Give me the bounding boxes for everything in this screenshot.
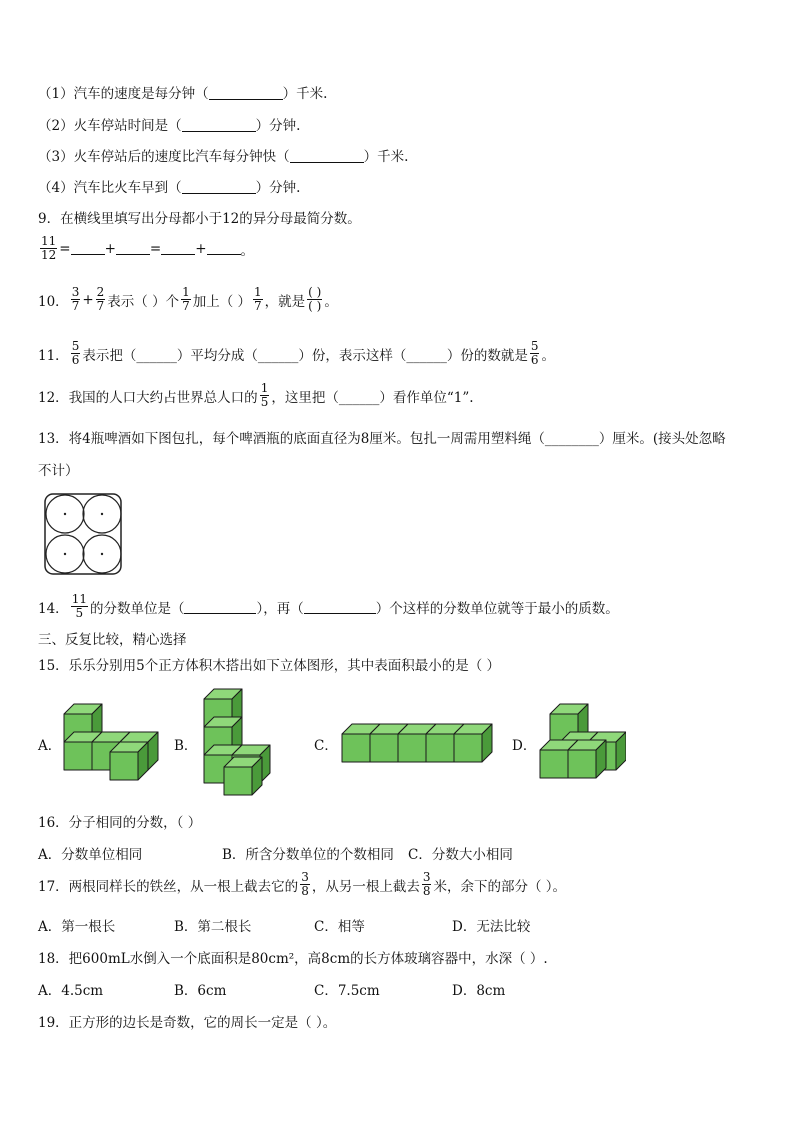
cube [454, 724, 492, 762]
option-b-figure[interactable] [196, 685, 286, 805]
option-label: C． [314, 738, 338, 754]
q14-text-1: 的分数单位是（ [89, 600, 185, 617]
section-3-title: 三、反复比较，精心选择 [38, 632, 187, 648]
option-label: D． [512, 738, 537, 754]
cube [568, 740, 606, 778]
fraction [530, 340, 540, 367]
q17-text-2: ，从另一根上截去 [311, 878, 420, 895]
q17-prompt [38, 871, 566, 898]
numerator: 3 [301, 870, 309, 884]
q9-equation [38, 235, 254, 262]
option-label: B． [174, 738, 198, 754]
q12 [38, 382, 474, 409]
option-d-figure[interactable] [536, 700, 626, 785]
denominator: 5 [75, 606, 84, 620]
cube [224, 757, 262, 795]
q18-option-c[interactable] [314, 979, 380, 999]
q9-prompt [38, 207, 361, 227]
q17-text-3: 米，余下的部分（ ）。 [433, 878, 567, 895]
numerator: 5 [71, 339, 80, 353]
q18-option-b[interactable] [174, 979, 226, 999]
q8-3-post: ）千米. [363, 149, 409, 165]
option-text: A．第一根长 [38, 919, 116, 935]
q8-1-post: ）千米. [282, 86, 328, 102]
numerator: 2 [96, 285, 105, 299]
period: 。 [541, 347, 555, 364]
denominator: 6 [71, 353, 80, 367]
q14-number: 14． [38, 600, 69, 617]
fraction [96, 286, 106, 313]
numerator: 1 [182, 285, 190, 299]
q13-line-1 [38, 427, 726, 447]
q11-text: 表示把（______）平均分成（______）份，表示这样（______）份的数就是 [82, 347, 528, 364]
q8-4 [38, 176, 300, 196]
period: 。 [240, 242, 255, 259]
q9-text: 9．在横线里填写出分母都小于12的异分母最简分数。 [38, 211, 361, 227]
denominator: 7 [254, 299, 262, 313]
fraction [71, 340, 81, 367]
answer-blank[interactable] [209, 85, 283, 100]
q13-text-1: 13．将4瓶啤酒如下图包扎，每个啤酒瓶的底面直径为8厘米。包扎一周需用塑料绳（________）厘米。(接头处忽略 [38, 431, 726, 447]
numerator: 1 [260, 381, 269, 395]
cube [110, 742, 148, 780]
q14 [38, 593, 619, 620]
numerator: 1 [254, 285, 262, 299]
option-c-figure[interactable] [338, 720, 503, 770]
q10-text-2: 加上（ ） [192, 293, 252, 310]
option-text: C．相等 [314, 919, 365, 935]
denominator: 7 [96, 299, 105, 313]
option-label: A． [38, 738, 62, 754]
q14-text-3: ）个这样的分数单位就等于最小的质数。 [375, 600, 619, 617]
q15-prompt [38, 654, 500, 674]
equals-sign: = [59, 240, 71, 257]
answer-blank[interactable] [116, 242, 150, 255]
denominator: 5 [260, 395, 269, 409]
plus-sign: + [104, 240, 116, 257]
numerator: 11 [41, 234, 57, 248]
numerator-blank[interactable]: ( ) [308, 285, 322, 299]
option-text: C．分数大小相同 [408, 847, 513, 863]
fraction [40, 235, 57, 262]
answer-blank[interactable] [161, 242, 195, 255]
q13-text-2: 不计） [38, 463, 79, 479]
q16-prompt [38, 811, 201, 831]
q15-text: 15．乐乐分别用5个正方体积木搭出如下立体图形，其中表面积最小的是（ ） [38, 658, 501, 674]
answer-blank[interactable] [290, 148, 364, 163]
q18-option-a[interactable] [38, 979, 103, 999]
denominator-blank[interactable]: ( ) [308, 299, 322, 313]
option-text: A．4.5cm [38, 983, 104, 999]
option-text: B．所含分数单位的个数相同 [222, 847, 394, 863]
numerator: 3 [71, 285, 80, 299]
denominator: 8 [301, 884, 309, 898]
q16-text: 16．分子相同的分数，（ ） [38, 815, 202, 831]
denominator: 8 [422, 884, 431, 898]
q18-text: 18．把600mL水倒入一个底面积是80cm²，高8cm的长方体玻璃容器中，水深（ ）. [38, 951, 548, 967]
q8-4-post: ）分钟. [255, 180, 301, 196]
q14-text-2: ），再（ [256, 600, 304, 617]
q10-number: 10． [38, 293, 69, 310]
option-text: B．第二根长 [174, 919, 252, 935]
fraction [71, 593, 88, 620]
answer-blank[interactable] [184, 599, 256, 614]
q10-text-1: 表示（ ）个 [107, 293, 180, 310]
equals-sign: = [149, 240, 162, 257]
q8-2-pre: （2）火车停站时间是（ [38, 118, 182, 134]
section-heading [38, 628, 187, 648]
fraction [422, 871, 432, 898]
option-d-label[interactable] [512, 734, 536, 754]
q12-text-2: ，这里把（______）看作单位“1”. [271, 389, 474, 406]
q17-option-a[interactable] [38, 915, 115, 935]
q17-option-c[interactable] [314, 915, 365, 935]
answer-blank[interactable] [182, 179, 256, 194]
q8-1-pre: （1）汽车的速度是每分钟（ [38, 86, 209, 102]
q8-3-pre: （3）火车停站后的速度比汽车每分钟快（ [38, 149, 290, 165]
q16-option-c[interactable] [408, 843, 513, 863]
numerator: 11 [71, 592, 87, 606]
answer-blank[interactable] [71, 242, 105, 255]
q8-4-pre: （4）汽车比火车早到（ [38, 180, 182, 196]
option-text: D．无法比较 [452, 919, 531, 935]
blank-fraction[interactable] [307, 286, 322, 313]
fraction [260, 382, 270, 409]
option-text: B．6cm [174, 983, 227, 999]
q18-option-d[interactable] [452, 979, 505, 999]
bottles-diagram [42, 490, 124, 578]
q19-text: 19．正方形的边长是奇数，它的周长一定是（ ）。 [38, 1015, 337, 1031]
q8-3 [38, 145, 408, 165]
answer-blank[interactable] [182, 117, 256, 132]
numerator: 5 [530, 339, 539, 353]
fraction [253, 286, 263, 313]
option-b-label[interactable] [174, 734, 197, 754]
q11-number: 11． [38, 347, 69, 364]
q10 [38, 286, 338, 313]
q8-1 [38, 82, 327, 102]
option-text: D．8cm [452, 983, 506, 999]
q17-option-b[interactable] [174, 915, 251, 935]
q17-text-1: 17．两根同样长的铁丝，从一根上截去它的 [38, 878, 299, 895]
q10-text-3: ，就是 [264, 293, 306, 310]
plus-sign: + [82, 291, 94, 308]
denominator: 6 [530, 353, 539, 367]
denominator: 12 [41, 248, 57, 262]
answer-blank[interactable] [304, 599, 376, 614]
q17-option-d[interactable] [452, 915, 530, 935]
q18-prompt [38, 947, 548, 967]
q16-option-a[interactable] [38, 843, 142, 863]
option-a-figure[interactable] [60, 700, 170, 790]
fraction [300, 871, 310, 898]
q12-number: 12． [38, 389, 69, 406]
numerator: 3 [422, 870, 431, 884]
option-a-label[interactable] [38, 734, 61, 754]
q19-prompt [38, 1011, 336, 1031]
plus-sign: + [195, 240, 207, 257]
q16-option-b[interactable] [222, 843, 394, 863]
option-c-label[interactable] [314, 734, 338, 754]
option-text: C．7.5cm [314, 983, 380, 999]
q13-line-2 [38, 459, 79, 479]
fraction [71, 286, 81, 313]
fraction [181, 286, 191, 313]
option-text: A．分数单位相同 [38, 847, 143, 863]
denominator: 7 [182, 299, 190, 313]
q11 [38, 340, 555, 367]
q12-text-1: 我国的人口大约占世界总人口的 [68, 389, 258, 406]
q8-2 [38, 114, 300, 134]
answer-blank[interactable] [207, 242, 241, 255]
q8-2-post: ）分钟. [255, 118, 301, 134]
period: 。 [324, 293, 338, 310]
denominator: 7 [71, 299, 80, 313]
